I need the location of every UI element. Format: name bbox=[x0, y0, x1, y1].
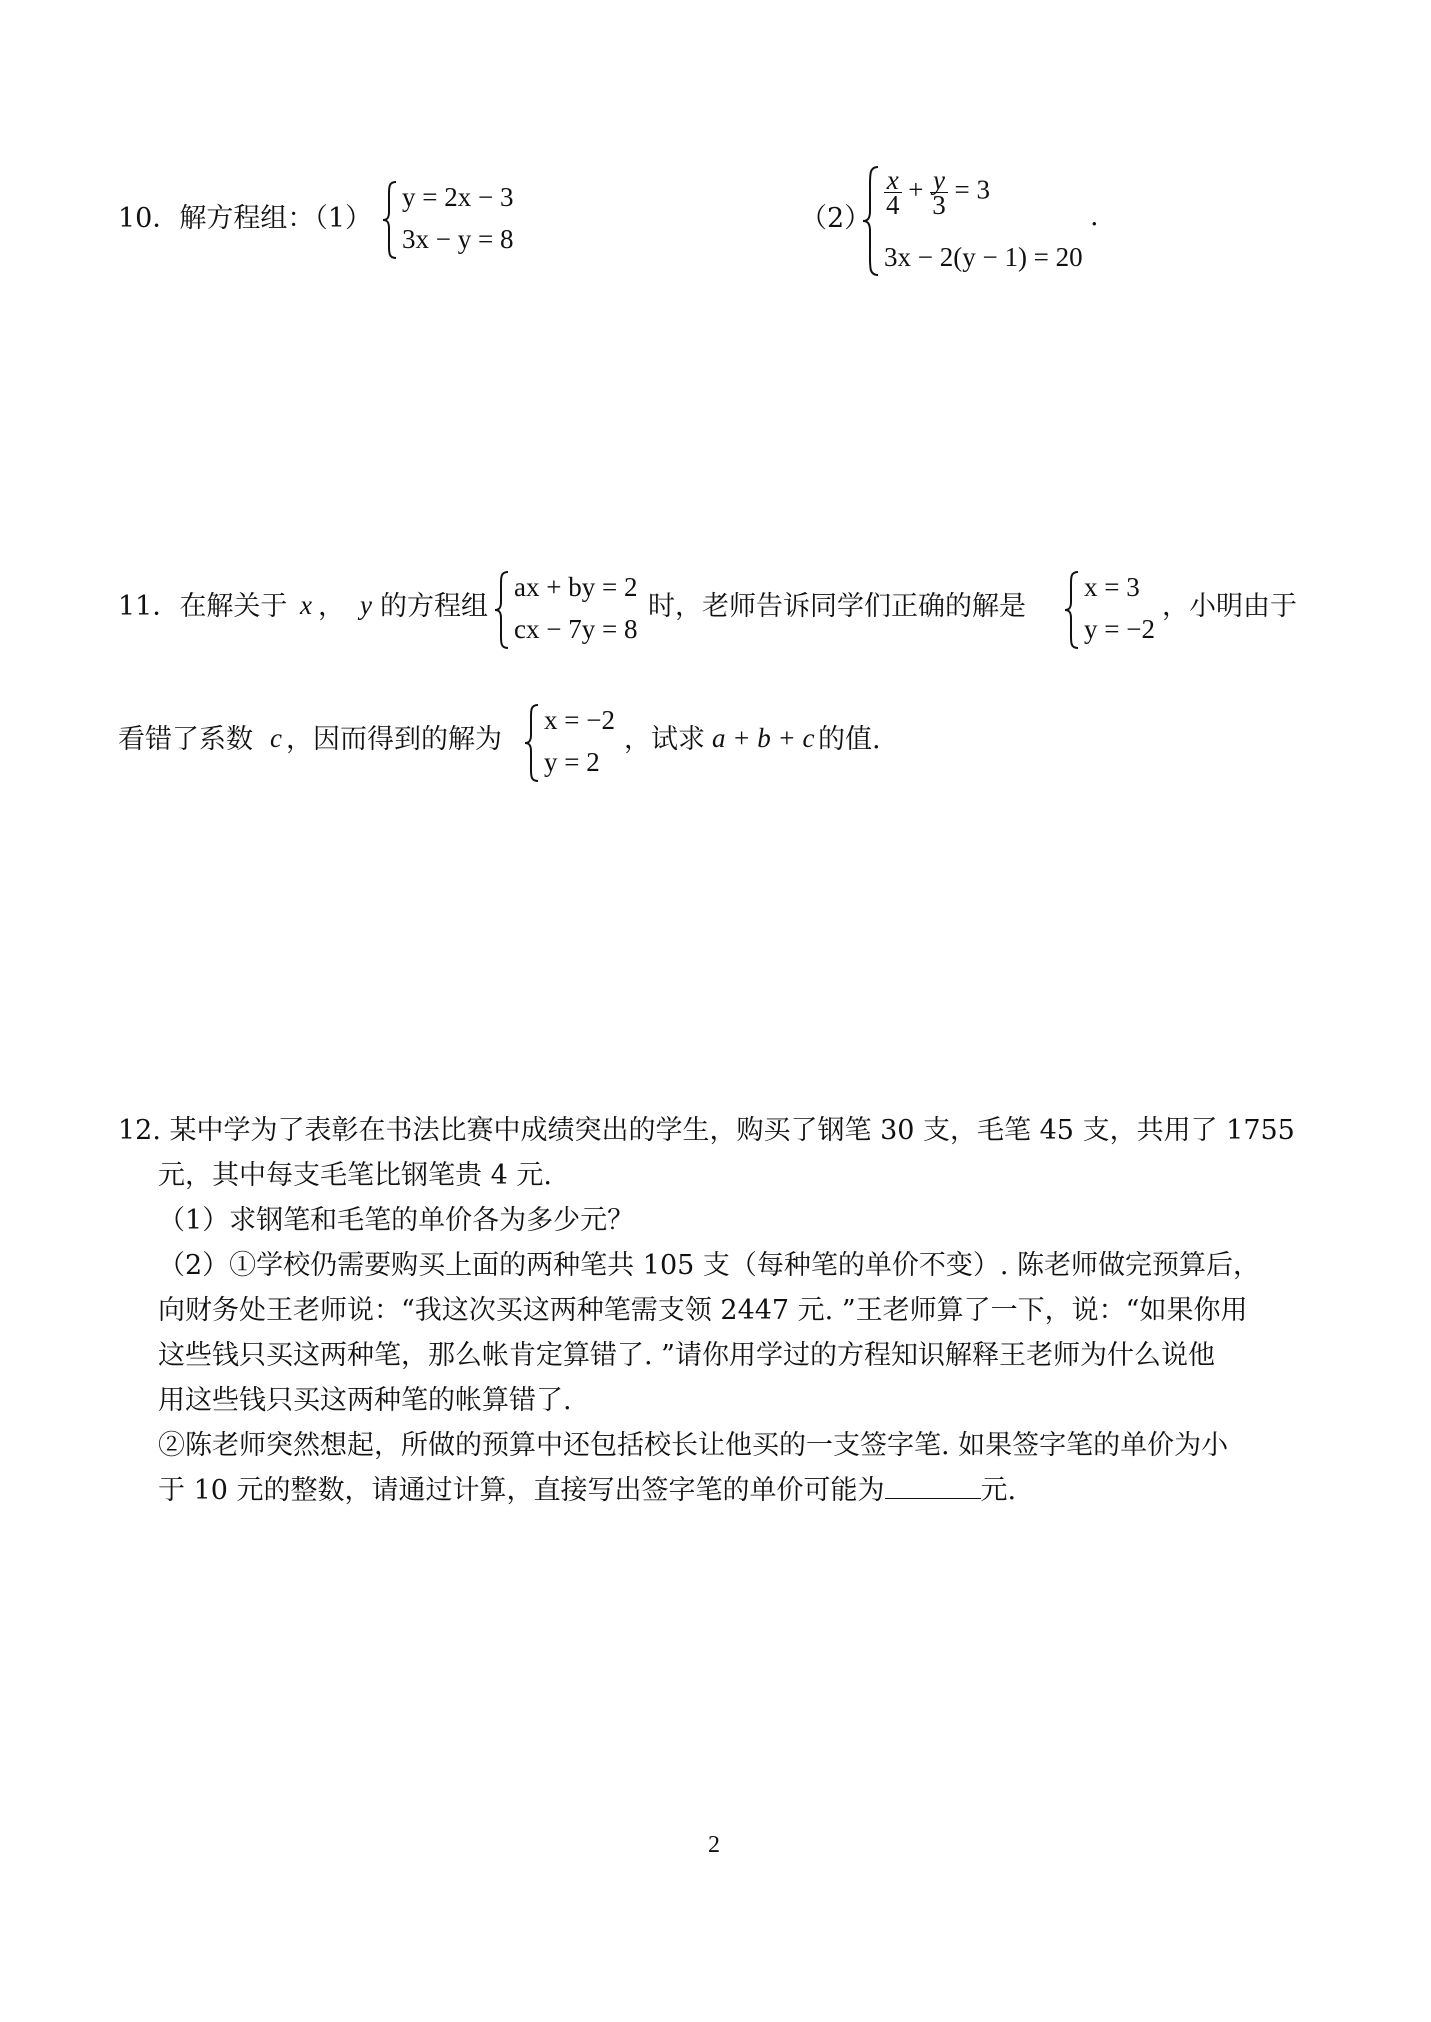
q11-var-y: y bbox=[360, 590, 372, 620]
q11-line2-mid2: ，试求 bbox=[624, 724, 705, 755]
q11-line2-mid: ，因而得到的解为 bbox=[286, 724, 502, 755]
q12-line6: 这些钱只买这两种笔，那么帐肯定算错了. ”请你用学过的方程知识解释王老师为什么说他 bbox=[158, 1340, 1215, 1371]
q11-line1-mid2: 时，老师告诉同学们正确的解是 bbox=[648, 591, 1026, 622]
answer-blank[interactable] bbox=[885, 1474, 981, 1499]
q11-line2-prefix: 看错了系数 bbox=[118, 724, 253, 755]
brace-icon bbox=[1062, 570, 1082, 650]
q12-line1: 12. 某中学为了表彰在书法比赛中成绩突出的学生，购买了钢笔 30 支，毛笔 45 支，共用了 1755 bbox=[118, 1115, 1295, 1146]
q11-sys-eq2: cx − 7y = 8 bbox=[514, 614, 638, 644]
q10-part2-label: （2） bbox=[800, 203, 872, 234]
q12-line4: （2）①学校仍需要购买上面的两种笔共 105 支（每种笔的单价不变）. 陈老师做完预算后， bbox=[158, 1250, 1261, 1281]
q11-sol-eq2: y = −2 bbox=[1084, 614, 1155, 644]
q10-sys1-eq2: 3x − y = 8 bbox=[402, 224, 514, 254]
q10-sys1-eq1: y = 2x − 3 bbox=[402, 182, 514, 212]
brace-icon bbox=[522, 703, 542, 783]
q11-line1-suffix: ，小明由于 bbox=[1162, 591, 1297, 622]
q12-line9 bbox=[158, 1474, 1016, 1508]
q12-line2: 元，其中每支毛笔比钢笔贵 4 元. bbox=[158, 1160, 552, 1191]
q12-line3: （1）求钢笔和毛笔的单价各为多少元？ bbox=[158, 1205, 635, 1236]
q12-line8: ②陈老师突然想起，所做的预算中还包括校长让他买的一支签字笔. 如果签字笔的单价为小 bbox=[158, 1430, 1229, 1461]
brace-icon bbox=[380, 180, 400, 260]
q11-line1-prefix: 11．在解关于 bbox=[118, 591, 288, 622]
page-number: 2 bbox=[708, 1832, 720, 1858]
q12-line9-prefix: 于 10 元的整数，请通过计算，直接写出签字笔的单价可能为 bbox=[158, 1475, 885, 1506]
q11-sol-eq1: x = 3 bbox=[1084, 572, 1140, 602]
q11-wrong-eq1: x = −2 bbox=[544, 705, 615, 735]
q11-comma: ， bbox=[318, 591, 345, 622]
q11-wrong-eq2: y = 2 bbox=[544, 747, 600, 777]
plus-sign: + bbox=[908, 174, 924, 205]
brace-icon bbox=[492, 570, 512, 650]
frac-numerator: x bbox=[884, 168, 902, 193]
q12-line7: 用这些钱只买这两种笔的帐算错了. bbox=[158, 1385, 572, 1416]
q10-end-period: . bbox=[1090, 201, 1099, 232]
eq-rhs: = 3 bbox=[954, 174, 990, 205]
frac-numerator: y bbox=[930, 168, 948, 193]
q11-line2-suffix: 的值. bbox=[818, 724, 881, 755]
q12-line9-suffix: 元. bbox=[980, 1475, 1017, 1506]
q11-sys-eq1: ax + by = 2 bbox=[514, 572, 638, 602]
q10-sys2-eq1 bbox=[884, 165, 990, 220]
frac-denominator: 4 bbox=[886, 190, 900, 220]
q11-expr: a + b + c bbox=[712, 723, 815, 753]
q10-label: 10．解方程组：（1） bbox=[118, 203, 373, 234]
q10-sys2-eq2: 3x − 2(y − 1) = 20 bbox=[884, 242, 1083, 272]
q11-line1-mid: 的方程组 bbox=[380, 591, 488, 622]
brace-icon bbox=[860, 165, 882, 277]
q11-var-x: x bbox=[300, 590, 312, 620]
frac-denominator: 3 bbox=[932, 190, 946, 220]
q11-var-c: c bbox=[270, 723, 282, 753]
q12-line5: 向财务处王老师说：“我这次买这两种笔需支领 2447 元. ”王老师算了一下，说：“如果你用 bbox=[158, 1295, 1248, 1326]
